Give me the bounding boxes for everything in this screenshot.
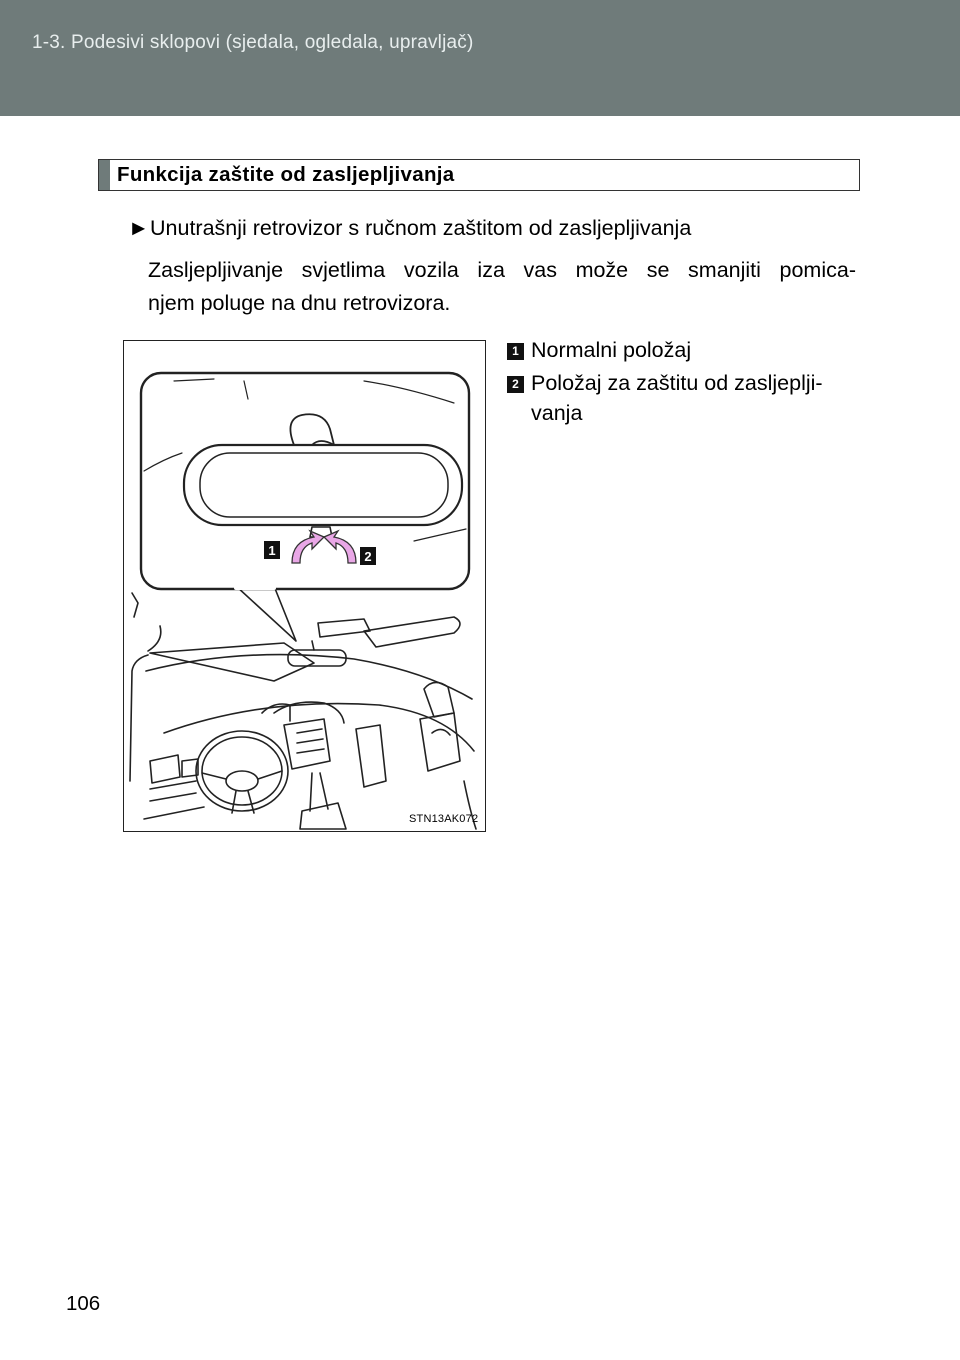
triangle-bullet-icon: ►: [128, 216, 150, 240]
section-title: Funkcija zaštite od zasljepljivanja: [117, 163, 455, 186]
bullet-text: Unutrašnji retrovizor s ručnom zaštitom od zasljepljivanja: [150, 216, 692, 240]
header-band: [0, 0, 960, 116]
legend-item-1: [507, 334, 691, 367]
section-heading-box: [98, 159, 860, 191]
paragraph-line-1: Zasljepljivanje svjetlima vozila iza vas može se smanjiti pomica-: [148, 258, 856, 282]
figure-code: STN13AK072: [409, 813, 479, 825]
bullet-item: [128, 216, 691, 241]
mirror-illustration: [123, 340, 486, 832]
legend-text-1: Normalni položaj: [531, 338, 692, 362]
legend-item-2: [507, 367, 823, 400]
paragraph-line-2: njem poluge na dnu retrovizora.: [148, 291, 451, 315]
number-badge-1: 1: [507, 343, 524, 360]
callout-number-2: 2: [364, 549, 372, 564]
legend-text-2-continuation: vanja: [531, 401, 583, 425]
number-badge-2: 2: [507, 376, 524, 393]
body-paragraph: [148, 254, 856, 320]
page-number: 106: [66, 1292, 101, 1315]
legend-text-2: Položaj za zaštitu od zasljeplji-: [531, 371, 823, 395]
chapter-title: 1-3. Podesivi sklopovi (sjedala, ogledala, upravljač): [32, 32, 474, 53]
section-heading-bar: [99, 160, 110, 190]
callout-number-1: 1: [268, 543, 276, 558]
illustration-drawing: [124, 341, 485, 831]
